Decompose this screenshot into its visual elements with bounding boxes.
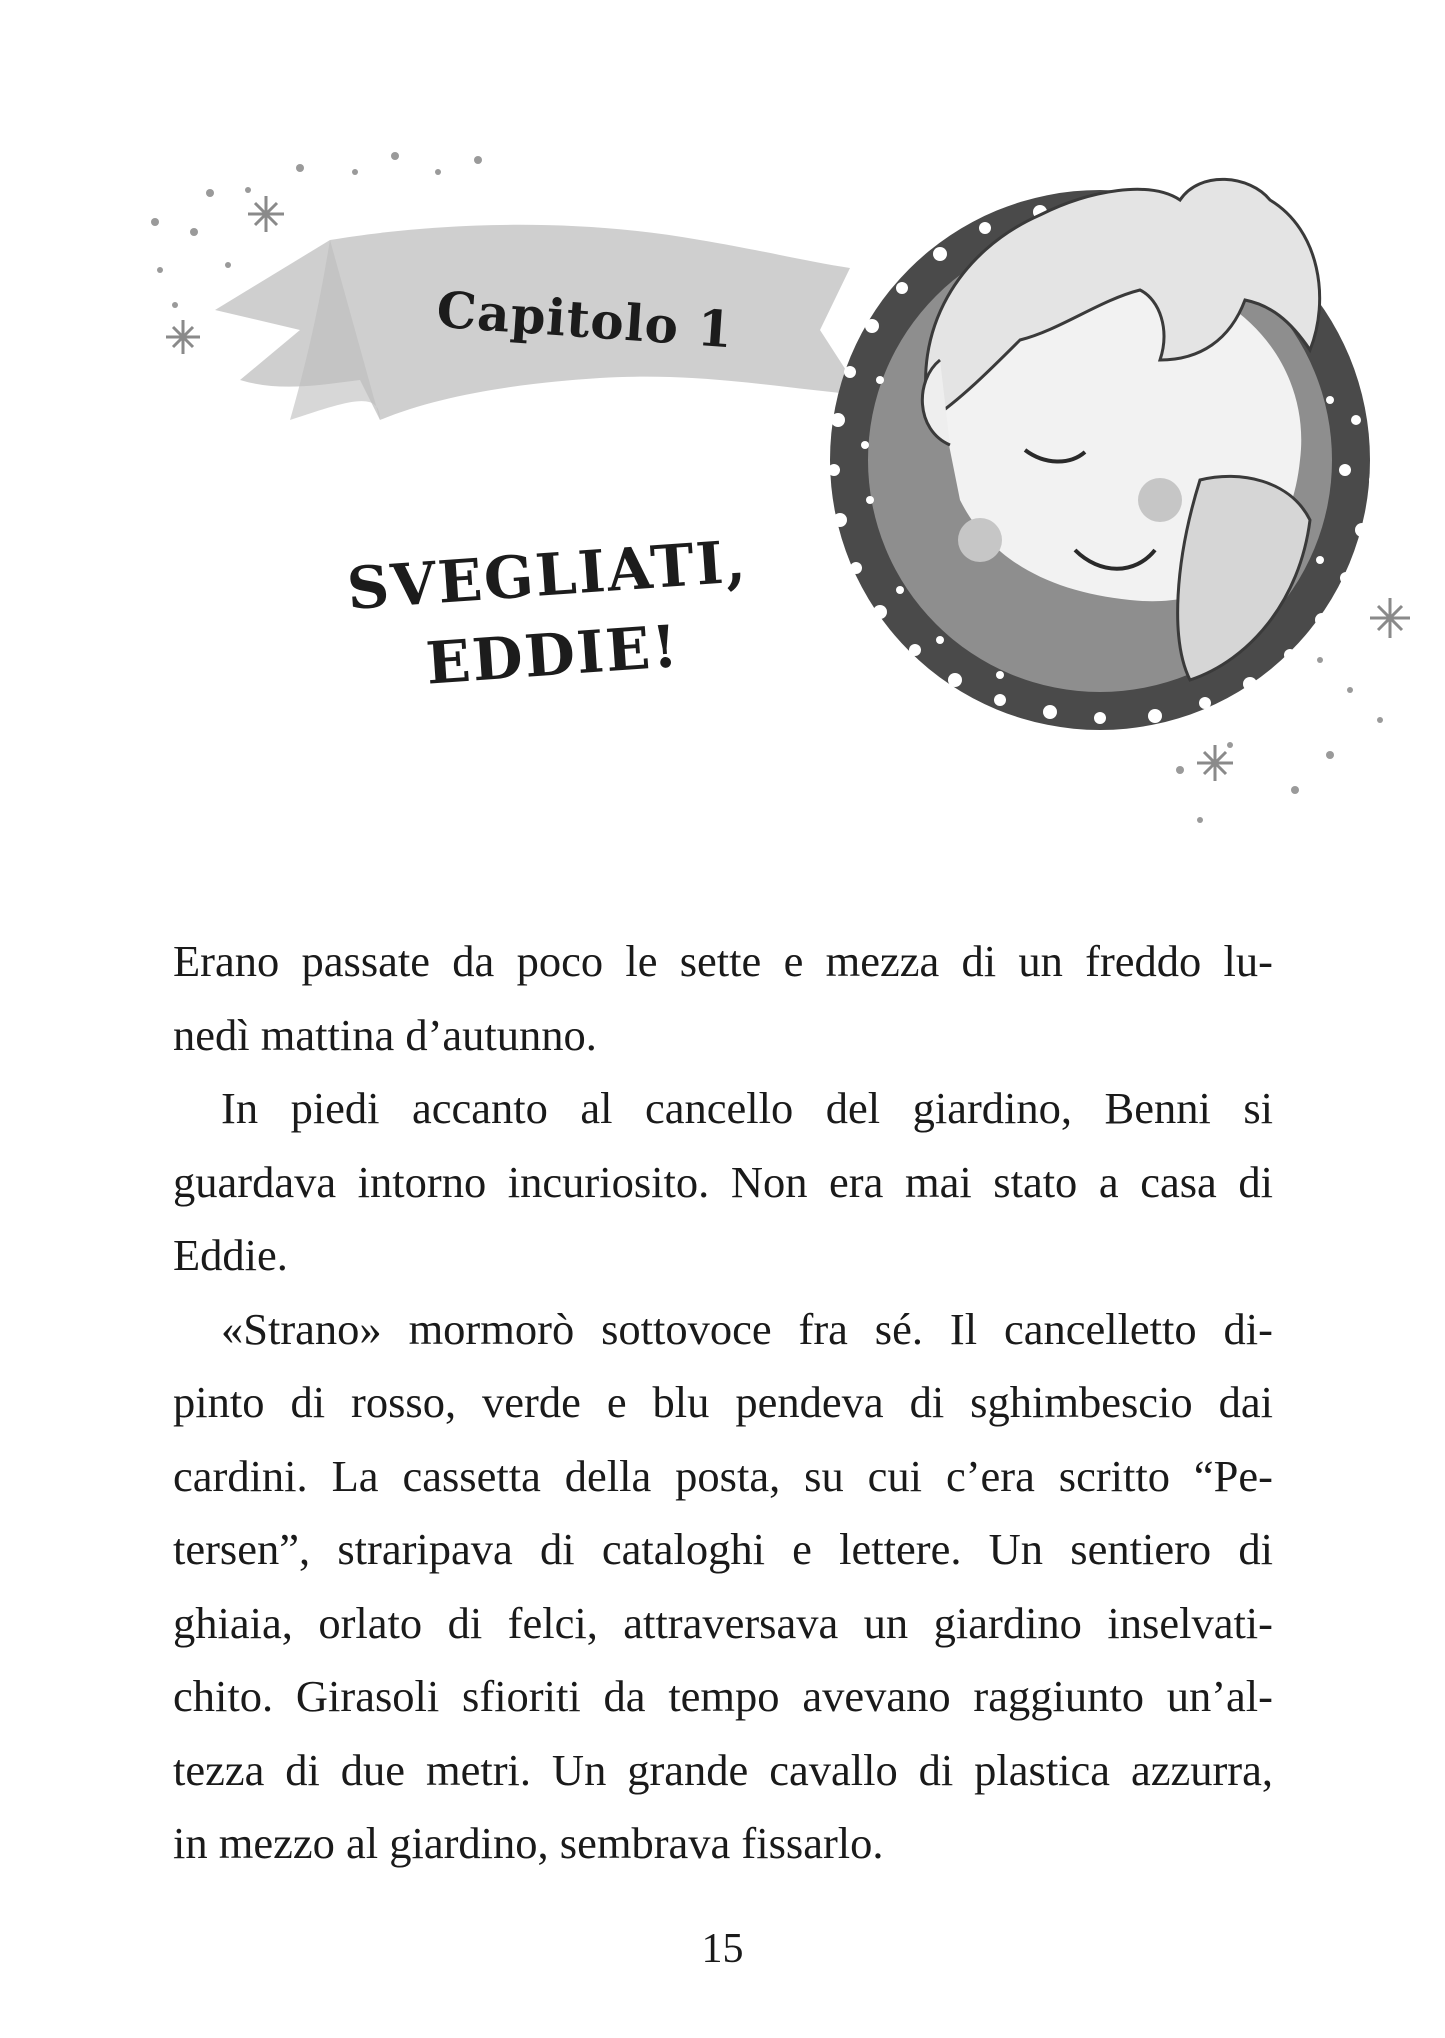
star-icon [166,196,284,354]
chapter-header-illustration [0,0,1445,880]
text-line: in mezzo al giardino, sembrava fissarlo. [173,1818,884,1868]
text-line: Erano passate da poco le sette e mezza di un freddo lu- [173,936,1273,986]
paragraph-2 [173,1072,1273,1293]
text-line: guardava intorno incuriosito. Non era mai stato a casa di [173,1156,1273,1207]
text-line: ghiaia, orlato di felci, attraversava un giardino inselvati- [173,1597,1273,1648]
text-line: tersen”, straripava di cataloghi e lettere. Un sentiero di [173,1524,1273,1574]
chapter-title-line-2: EDDIE! [423,612,682,698]
text-line: «Strano» mormorò sottovoce fra sé. Il cancelletto di- [221,1303,1273,1354]
paragraph-3 [173,1293,1273,1881]
portrait-icon [828,179,1381,730]
text-line: chito. Girasoli sfioriti da tempo avevano raggiunto un’al- [173,1671,1273,1721]
text-line: tezza di due metri. Un grande cavallo di plastica azzurra, [173,1744,1273,1795]
text-line: In piedi accanto al cancello del giardino, Benni si [221,1083,1273,1133]
body-text [173,925,1273,1881]
chapter-title-line-1: SVEGLIATI, [344,527,750,623]
text-line: pinto di rosso, verde e blu pendeva di sghimbescio dai [173,1377,1273,1427]
paragraph-1 [173,925,1273,1072]
chapter-title [335,521,765,710]
text-line: cardini. La cassetta della posta, su cui c’era scritto “Pe- [173,1450,1273,1501]
text-line: Eddie. [173,1230,288,1280]
chapter-label: Capitolo 1 [434,279,736,360]
text-line: nedì mattina d’autunno. [173,1009,597,1060]
page-number: 15 [701,1926,744,1972]
